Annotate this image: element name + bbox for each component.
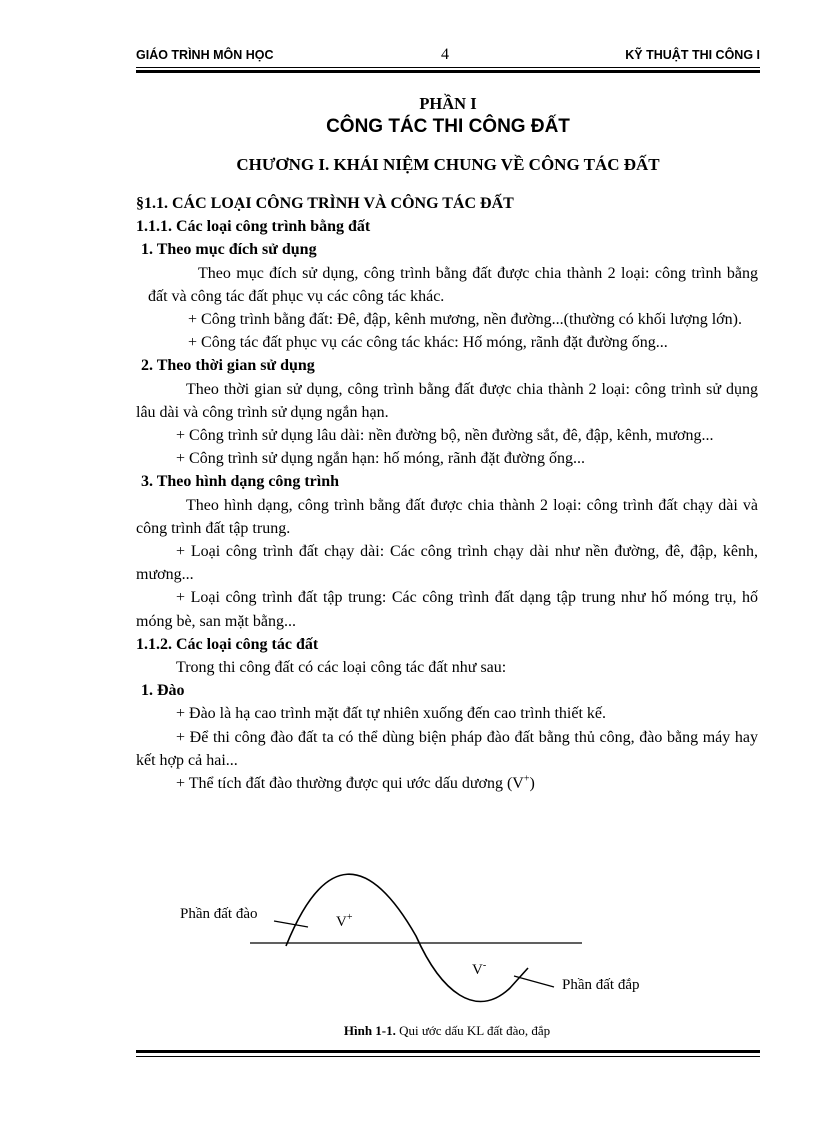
label-fill-area: Phần đất đắp: [562, 977, 640, 993]
label-v-plus-sign: +: [346, 912, 353, 923]
footer-rule-thick: [136, 1050, 760, 1053]
item-heading: 3. Theo hình dạng công trình: [141, 473, 339, 491]
bullet-paragraph: + Để thi công đào đất ta có thể dùng biện pháp đào đất bằng thủ công, đào bằng máy hay kết hợp cả hai...: [136, 728, 758, 769]
bullet-paragraph: + Loại công trình đất tập trung: Các công trình đất dạng tập trung như hố móng trụ, hố móng bè, san mặt bằng...: [136, 589, 758, 630]
chapter-title: CHƯƠNG I. KHÁI NIỆM CHUNG VỀ CÔNG TÁC ĐẤT: [236, 155, 660, 174]
item-heading: 1. Đào: [141, 682, 185, 700]
label-v-minus-sign: -: [482, 960, 487, 971]
sine-curve: [286, 874, 528, 1001]
bullet-paragraph: + Công trình bằng đất: Đê, đập, kênh mương, nền đường...(thường có khối lượng lớn).: [188, 311, 742, 329]
header-course-label: GIÁO TRÌNH MÔN HỌC: [136, 48, 274, 62]
label-v-minus-letter: V: [472, 962, 483, 978]
bullet-paragraph: + Loại công trình đất chạy dài: Các công trình chạy dài như nền đường, đê, đập, kênh, mương...: [136, 543, 758, 584]
header-rule-thick: [136, 70, 760, 73]
bullet-paragraph: + Công tác đất phục vụ các công tác khác: Hố móng, rãnh đặt đường ống...: [188, 334, 668, 352]
figure-caption-number: Hình 1-1.: [343, 1023, 396, 1038]
part-label: PHẦN I: [419, 94, 477, 113]
document-body: [136, 192, 758, 795]
superscript-plus: +: [523, 773, 530, 785]
part-title: CÔNG TÁC THI CÔNG ĐẤT: [326, 116, 570, 137]
bullet-text: + Thể tích đất đào thường được qui ước dấu dương (V: [176, 775, 524, 793]
label-v-minus: [472, 962, 486, 979]
section-heading: §1.1. CÁC LOẠI CÔNG TRÌNH VÀ CÔNG TÁC ĐẤT: [136, 195, 514, 212]
bullet-paragraph: [136, 772, 758, 795]
paragraph: Theo mục đích sử dụng, công trình bằng đất được chia thành 2 loại: công trình bằng đất và công tác đất phục vụ các công tác khác.: [148, 264, 758, 305]
subsection-heading-1-1-2: 1.1.2. Các loại công tác đất: [136, 635, 319, 653]
figure-caption-text: Qui ước dấu KL đất đào, đắp: [395, 1023, 551, 1038]
label-cut-area: Phần đất đào: [180, 906, 258, 922]
leader-line-fill: [514, 976, 554, 987]
bullet-paragraph: + Công trình sử dụng ngắn hạn: hố móng, rãnh đặt đường ống...: [176, 450, 586, 468]
label-v-plus: [336, 914, 352, 931]
paragraph: Theo thời gian sử dụng, công trình bằng đất được chia thành 2 loại: công trình sử dụng lâu dài và công trình sử dụng ngắn hạn.: [136, 380, 758, 421]
footer-rule-thin: [136, 1056, 760, 1057]
figure-caption: [136, 1023, 758, 1039]
bullet-paragraph: + Công trình sử dụng lâu dài: nền đường bộ, nền đường sắt, đê, đập, kênh, mương...: [176, 427, 714, 445]
item-heading: 2. Theo thời gian sử dụng: [141, 357, 315, 375]
label-v-plus-letter: V: [336, 914, 347, 930]
header-rule-thin: [136, 67, 760, 68]
cut-fill-diagram-svg: [136, 860, 758, 1040]
paragraph: Trong thi công đất có các loại công tác đất như sau:: [176, 659, 507, 677]
figure-cut-fill-diagram: [136, 860, 758, 1040]
header-subject-label: KỸ THUẬT THI CÔNG I: [625, 48, 760, 62]
bullet-paragraph: + Đào là hạ cao trình mặt đất tự nhiên xuống đến cao trình thiết kế.: [176, 705, 607, 723]
bullet-text-end: ): [529, 775, 535, 793]
page-number: 4: [441, 46, 449, 63]
subsection-heading-1-1-1: 1.1.1. Các loại công trình bằng đất: [136, 218, 371, 236]
leader-line-cut: [274, 921, 308, 927]
page-header: [136, 48, 760, 66]
item-heading: 1. Theo mục đích sử dụng: [141, 241, 317, 259]
paragraph: Theo hình dạng, công trình bằng đất được chia thành 2 loại: công trình đất chạy dài và công trình đất tập trung.: [136, 496, 758, 537]
